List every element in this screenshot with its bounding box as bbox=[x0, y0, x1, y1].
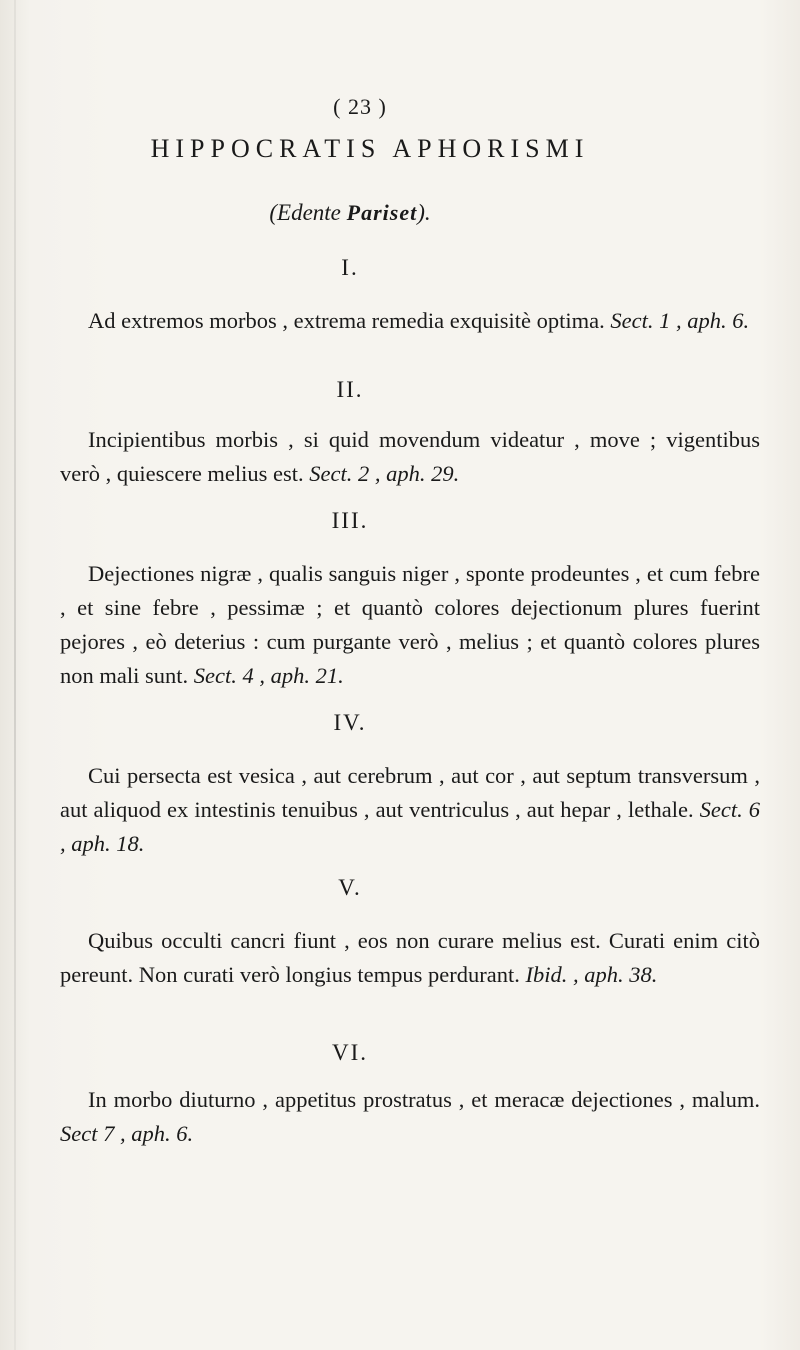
aphorism-numeral-6: VI. bbox=[331, 1040, 369, 1065]
aphorism-text-3 bbox=[60, 557, 760, 693]
aphorism-reference: Sect. 2 , aph. 29. bbox=[309, 461, 460, 486]
page-title: HIPPOCRATIS APHORISMI bbox=[150, 134, 590, 163]
page-number: ( 23 ) bbox=[333, 94, 387, 119]
aphorism-body: Cui persecta est vesica , aut cerebrum , aut cor , aut septum transversum , aut aliquod ex intestinis tenuibus , aut ventriculus , aut hepar , lethale. bbox=[60, 763, 760, 822]
aphorism-reference: Sect 7 , aph. 6. bbox=[60, 1121, 194, 1146]
aphorism-text-4 bbox=[60, 759, 760, 861]
aphorism-text-6 bbox=[60, 1083, 760, 1151]
editor-prefix: (Edente bbox=[269, 200, 347, 225]
aphorism-reference: Sect. 6 , aph. 18. bbox=[60, 797, 760, 856]
editor-line bbox=[0, 200, 700, 226]
aphorism-numeral-2: II. bbox=[336, 377, 364, 402]
aphorism-reference: Sect. 1 , aph. 6. bbox=[610, 308, 750, 333]
aphorism-numeral-3: III. bbox=[331, 508, 369, 533]
aphorism-body: Dejectiones nigræ , qualis sanguis niger , sponte prodeuntes , et cum febre , et sine febre , pessimæ ; et quantò colores dejectionum plures fuerint pejores , eò deterius : cum purgante verò , melius ; et quantò colores plures non mali sunt. bbox=[60, 561, 760, 688]
aphorism-numeral-1: I. bbox=[341, 255, 359, 280]
editor-suffix: ). bbox=[417, 200, 431, 225]
aphorism-body: Ad extremos morbos , extrema remedia exquisitè optima. bbox=[88, 308, 611, 333]
aphorism-text-2 bbox=[60, 423, 760, 491]
aphorism-text-1 bbox=[60, 304, 760, 338]
aphorism-reference: Sect. 4 , aph. 21. bbox=[193, 663, 344, 688]
aphorism-numeral-5: V. bbox=[338, 875, 362, 900]
aphorism-reference: Ibid. , aph. 38. bbox=[525, 962, 658, 987]
aphorism-text-5 bbox=[60, 924, 760, 992]
aphorism-body: Incipientibus morbis , si quid movendum videatur , move ; vigentibus verò , quiescere melius est. bbox=[60, 427, 760, 486]
aphorism-body: Quibus occulti cancri fiunt , eos non curare melius est. Curati enim citò pereunt. Non curati verò longius tempus perdurant. bbox=[60, 928, 760, 987]
editor-name: Pariset bbox=[346, 200, 418, 225]
aphorism-body: In morbo diuturno , appetitus prostratus , et meracæ dejectiones , malum. bbox=[88, 1087, 760, 1112]
aphorism-numeral-4: IV. bbox=[333, 710, 367, 735]
